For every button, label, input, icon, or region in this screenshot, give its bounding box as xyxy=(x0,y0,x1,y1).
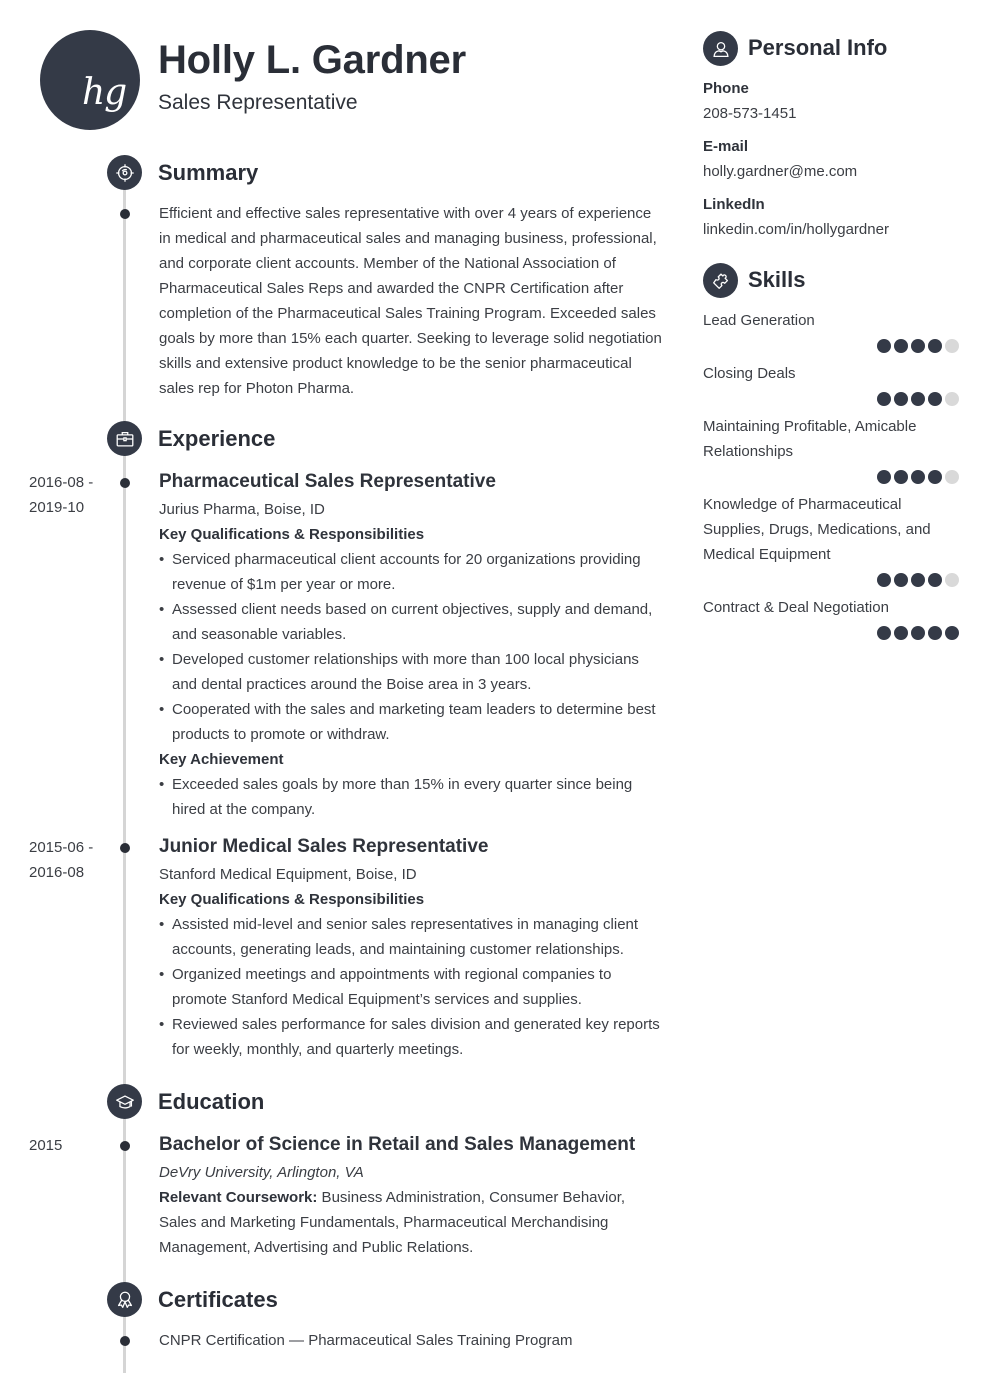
phone-label: Phone xyxy=(703,80,749,97)
job-entry xyxy=(159,468,664,822)
phone-value: 208-573-1451 xyxy=(703,105,797,122)
achievements-list xyxy=(159,772,664,822)
briefcase-icon xyxy=(107,421,142,456)
skill-dot-filled xyxy=(894,339,908,353)
skill-dot-filled xyxy=(877,339,891,353)
linkedin-value: linkedin.com/in/hollygardner xyxy=(703,221,889,238)
section-title-personal-info: Personal Info xyxy=(748,35,888,60)
responsibilities-list xyxy=(159,547,664,747)
monogram-initials: hg xyxy=(82,72,127,113)
skill-dot-filled xyxy=(928,573,942,587)
skill-rating xyxy=(703,392,959,406)
list-item: • Reviewed sales performance for sales division and generated key reports for weekly, monthly, and quarterly meetings. xyxy=(159,1012,664,1062)
skill-dot-empty xyxy=(945,470,959,484)
skill-name: Lead Generation xyxy=(703,312,815,329)
skill-dot-filled xyxy=(911,626,925,640)
job-title: Junior Medical Sales Representative xyxy=(159,836,489,857)
skill-dot-filled xyxy=(911,392,925,406)
skill-dot-filled xyxy=(911,470,925,484)
skill-rating xyxy=(703,573,959,587)
skill-rating xyxy=(703,626,959,640)
responsibilities-label: Key Qualifications & Responsibilities xyxy=(159,891,425,908)
skill-dot-filled xyxy=(928,392,942,406)
degree-title: Bachelor of Science in Retail and Sales Management xyxy=(159,1134,636,1155)
responsibilities-list xyxy=(159,912,664,1062)
skill-dot-filled xyxy=(894,626,908,640)
personal-info-list xyxy=(703,76,963,250)
job-entry xyxy=(159,833,664,1062)
skill-dot-filled xyxy=(894,470,908,484)
list-item: • Assessed client needs based on current objectives, supply and demand, and seasonable variables. xyxy=(159,597,664,647)
skill-dot-filled xyxy=(877,392,891,406)
skill-name: Knowledge of Pharmaceutical Supplies, Drugs, Medications, and Medical Equipment xyxy=(703,496,931,563)
graduation-cap-icon xyxy=(107,1084,142,1119)
skill-dot-filled xyxy=(945,626,959,640)
timeline-line xyxy=(123,185,126,1373)
job-dates xyxy=(29,470,109,520)
skill-item xyxy=(703,414,963,484)
skill-item xyxy=(703,595,963,640)
skill-dot-filled xyxy=(877,626,891,640)
skill-name: Maintaining Profitable, Amicable Relationships xyxy=(703,418,917,460)
award-ribbon-icon xyxy=(107,1282,142,1317)
section-title-experience: Experience xyxy=(158,426,276,451)
school-name: DeVry University, Arlington, VA xyxy=(159,1164,364,1181)
job-company: Jurius Pharma, Boise, ID xyxy=(159,501,325,518)
skill-dot-filled xyxy=(928,626,942,640)
skill-rating xyxy=(703,339,959,353)
skill-dot-filled xyxy=(877,470,891,484)
coursework xyxy=(159,1185,664,1260)
timeline-dot xyxy=(120,209,130,219)
list-item: • Developed customer relationships with more than 100 local physicians and dental practices around the Boise area in 3 years. xyxy=(159,647,664,697)
responsibilities-label: Key Qualifications & Responsibilities xyxy=(159,526,425,543)
job-title: Pharmaceutical Sales Representative xyxy=(159,471,496,492)
summary-text: Efficient and effective sales representative with over 4 years of experience in medical and pharmaceutical sales and managing business, professional, and corporate client accounts. Member of the National Association of Pharmaceutical Sales Reps and awarded the CNPR Certification after completion of the Pharmaceutical Sales Training Program. Exceeded sales goals by more than 15% each quarter. Seeking to leverage solid negotiation skills and extensive product knowledge to be the senior pharmaceutical sales rep for Photon Pharma. xyxy=(159,205,662,397)
date-end: 2019-10 xyxy=(29,499,85,516)
timeline-dot xyxy=(120,843,130,853)
email-value: holly.gardner@me.com xyxy=(703,163,858,180)
email-label: E-mail xyxy=(703,138,749,155)
certificate-item: CNPR Certification — Pharmaceutical Sales Training Program xyxy=(159,1332,573,1349)
education-date: 2015 xyxy=(29,1137,63,1154)
skill-dot-empty xyxy=(945,339,959,353)
section-title-certificates: Certificates xyxy=(158,1287,278,1312)
list-item: • Exceeded sales goals by more than 15% in every quarter since being hired at the company. xyxy=(159,772,664,822)
section-title-summary: Summary xyxy=(158,160,259,185)
candidate-name: Holly L. Gardner xyxy=(158,38,466,82)
list-item: • Organized meetings and appointments with regional companies to promote Stanford Medical Equipment’s services and supplies. xyxy=(159,962,664,1012)
skill-item xyxy=(703,361,963,406)
section-title-skills: Skills xyxy=(748,267,806,292)
job-company: Stanford Medical Equipment, Boise, ID xyxy=(159,866,417,883)
timeline-dot xyxy=(120,478,130,488)
achievement-label: Key Achievement xyxy=(159,751,284,768)
section-title-education: Education xyxy=(158,1089,265,1114)
date-end: 2016-08 xyxy=(29,864,85,881)
skill-dot-filled xyxy=(928,470,942,484)
date-start: 2015-06 - xyxy=(29,839,94,856)
timeline-dot xyxy=(120,1141,130,1151)
skill-dot-filled xyxy=(894,573,908,587)
linkedin-label: LinkedIn xyxy=(703,196,765,213)
skill-item xyxy=(703,492,963,587)
monogram-avatar xyxy=(40,30,140,130)
list-item: • Assisted mid-level and senior sales representatives in managing client accounts, generating leads, and maintaining customer relationships. xyxy=(159,912,664,962)
coursework-text: Business Administration, Consumer Behavior, Sales and Marketing Fundamentals, Pharmaceutical Merchandising Management, Advertising and Public Relations. xyxy=(159,1189,626,1256)
list-item: • Cooperated with the sales and marketing team leaders to determine best products to promote or withdraw. xyxy=(159,697,664,747)
skill-dot-filled xyxy=(877,573,891,587)
skill-dot-empty xyxy=(945,392,959,406)
target-icon xyxy=(107,155,142,190)
list-item: • Serviced pharmaceutical client accounts for 20 organizations providing revenue of $1m per year or more. xyxy=(159,547,664,597)
skill-dot-filled xyxy=(911,339,925,353)
job-dates xyxy=(29,835,109,885)
timeline-dot xyxy=(120,1336,130,1346)
coursework-label: Relevant Coursework: xyxy=(159,1189,318,1206)
education-entry xyxy=(159,1131,664,1260)
candidate-title: Sales Representative xyxy=(158,91,358,114)
skill-dot-empty xyxy=(945,573,959,587)
skill-name: Closing Deals xyxy=(703,365,796,382)
skills-list xyxy=(703,308,963,648)
skill-dot-filled xyxy=(928,339,942,353)
skill-dot-filled xyxy=(894,392,908,406)
date-start: 2016-08 - xyxy=(29,474,94,491)
skill-name: Contract & Deal Negotiation xyxy=(703,599,889,616)
skill-dot-filled xyxy=(911,573,925,587)
skill-rating xyxy=(703,470,959,484)
puzzle-piece-icon xyxy=(703,263,738,298)
user-icon xyxy=(703,31,738,66)
skill-item xyxy=(703,308,963,353)
